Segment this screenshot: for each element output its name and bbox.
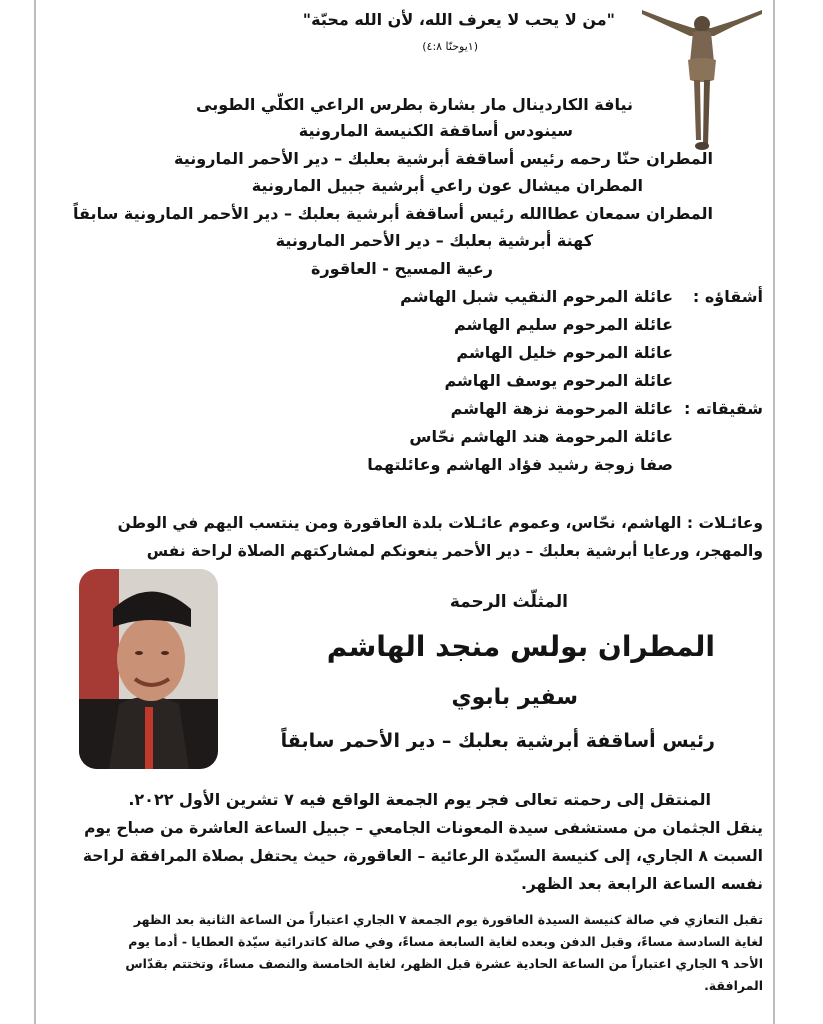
deceased-photo — [79, 569, 218, 769]
bible-quote-reference: (١يوحنّا ٤:٨) — [422, 40, 478, 53]
mourner-line: المطران ميشال عون راعي أبرشية جبيل المارونية — [251, 176, 643, 195]
mourner-line: نيافة الكاردينال مار بشارة بطرس الراعي الكلّي الطوبى — [196, 95, 633, 114]
deceased-title: المثلّث الرحمة — [449, 592, 568, 612]
brother-family: عائلة المرحوم خليل الهاشم — [456, 343, 673, 362]
deceased-name: المطران بولس منجد الهاشم — [326, 630, 715, 663]
sisters-label: شقيقاته : — [684, 399, 763, 418]
mourner-line: سينودس أساقفة الكنيسة المارونية — [298, 121, 573, 140]
condolences-line: الأحد ٩ الجاري اعتباراً من الساعة الحادية عشرة قبل الظهر، لغاية الخامسة والنصف مساءً، وتختتم بقدّاس — [125, 956, 763, 971]
deceased-position: سفير بابوي — [451, 685, 578, 710]
families-line: وعائـلات : الهاشم، نحّاس، وعموم عائـلات بلدة العاقورة ومن ينتسب اليهم في الوطن — [117, 514, 763, 532]
mourner-line: رعية المسيح - العاقورة — [311, 259, 493, 278]
funeral-line: ينقل الجثمان من مستشفى سيدة المعونات الجامعي – جبيل الساعة العاشرة من صباح يوم — [84, 819, 763, 837]
deceased-role: رئيس أساقفة أبرشية بعلبك – دير الأحمر سابقاً — [280, 730, 715, 752]
crucifix-image — [638, 0, 766, 152]
brother-family: عائلة المرحوم يوسف الهاشم — [444, 371, 673, 390]
sister-family: عائلة المرحومة نزهة الهاشم — [450, 399, 673, 418]
bible-quote: "من لا يحب لا يعرف الله، لأن الله محبّة" — [302, 10, 615, 29]
funeral-line: السبت ٨ الجاري، إلى كنيسة السيّدة الرعائية – العاقورة، حيث يحتفل بصلاة المرافقة لراحة — [82, 847, 763, 865]
mourner-line: المطران سمعان عطاالله رئيس أساقفة أبرشية بعلبك – دير الأحمر المارونية سابقاً — [73, 204, 713, 223]
brothers-label: أشقاؤه : — [692, 287, 763, 306]
sister-family: صفا زوجة رشيد فؤاد الهاشم وعائلتهما — [367, 455, 673, 474]
mourner-line: المطران حنّا رحمه رئيس أساقفة أبرشية بعلبك – دير الأحمر المارونية — [174, 149, 713, 168]
condolences-line: المرافقة. — [704, 978, 763, 993]
death-notice: المنتقل إلى رحمته تعالى فجر يوم الجمعة الواقع فيه ٧ تشرين الأول ٢٠٢٢. — [128, 790, 711, 809]
sister-family: عائلة المرحومة هند الهاشم نحّاس — [409, 427, 673, 446]
funeral-line: نفسه الساعة الرابعة بعد الظهر. — [520, 875, 763, 893]
brother-family: عائلة المرحوم سليم الهاشم — [453, 315, 673, 334]
mourner-line: كهنة أبرشية بعلبك – دير الأحمر المارونية — [275, 231, 593, 250]
condolences-line: تقبل التعازي في صالة كنيسة السيدة العاقورة يوم الجمعة ٧ الجاري اعتباراً من الساعة الثانية بعد الظهر — [133, 912, 763, 927]
brother-family: عائلة المرحوم النقيب شبل الهاشم — [400, 287, 673, 306]
families-line: والمهجر، ورعايا أبرشية بعلبك – دير الأحمر ينعونكم لمشاركتهم الصلاة لراحة نفس — [146, 542, 763, 560]
condolences-line: لغاية السادسة مساءً، وقبل الدفن وبعده لغاية السابعة مساءً، وفي صالة كاتدرائية سيّدة العطايا - أدما يوم — [128, 934, 763, 949]
